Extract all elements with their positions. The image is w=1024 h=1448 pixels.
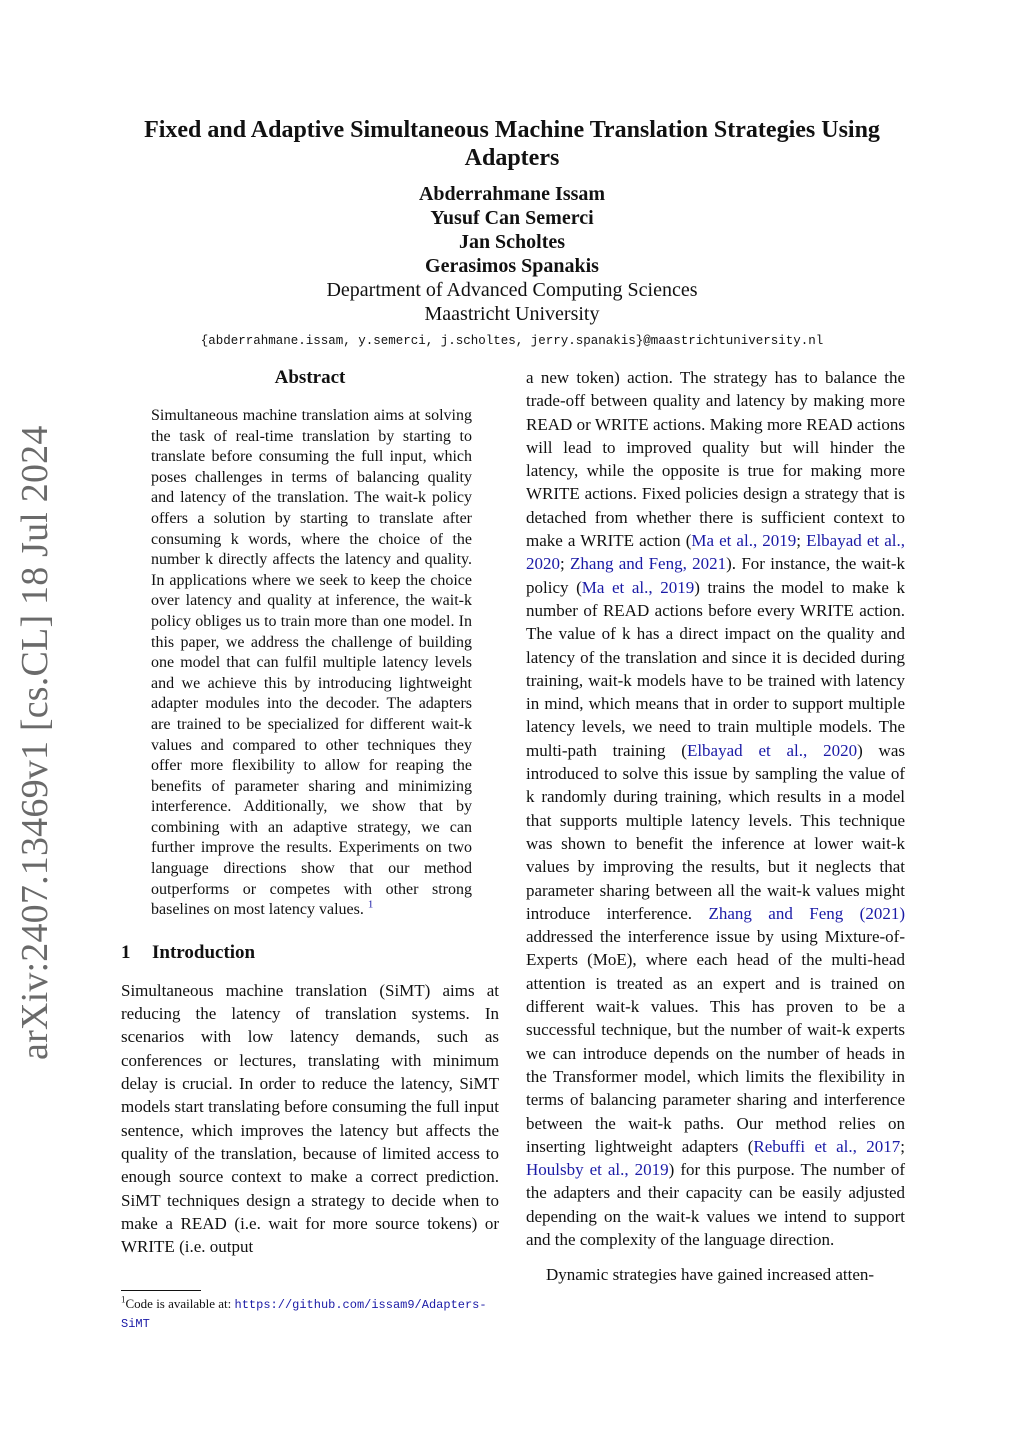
text-run: ). For instance, the wait-k policy (	[526, 554, 905, 597]
text-run: ) trains the model to make k number of READ actions before every WRITE action. The value of k has a direct impact on the quality and latency of the translation and since it is decided during training, wait-k models have to be trained with latency in mind, which means that in order to support multiple latency levels, we need to train multiple models. The multi-path training (	[526, 577, 906, 760]
author-name: Yusuf Can Semerci	[430, 207, 594, 229]
author-emails: {abderrahmane.issam, y.semerci, j.scholtes, jerry.spanakis}@maastrichtuniversity.nl	[200, 334, 824, 348]
footnote-divider	[121, 1290, 201, 1291]
citation-link[interactable]: Elbayad et al., 2020	[686, 740, 858, 760]
abstract-heading: Abstract	[274, 367, 346, 388]
text-run: ) for this purpose. The number of the adapters and their capacity can be easily adjusted depending on the wait-k values we intend to support and the complexity of the language direction.	[526, 1160, 905, 1249]
department: Department of Advanced Computing Sciences	[326, 279, 698, 301]
intro-paragraph-continued	[526, 366, 905, 1251]
citation-year-link[interactable]: (2021)	[843, 903, 905, 923]
right-column	[526, 366, 905, 1287]
abstract-text	[151, 406, 472, 921]
footnote	[121, 1295, 501, 1333]
code-repository-link[interactable]: https://github.com/issam9/Adapters-SiMT	[121, 1298, 487, 1331]
intro-paragraph: Simultaneous machine translation (SiMT) aims at reducing the latency of translation systems. In scenarios with low latency demands, such as conferences or lectures, translating with minimum delay is crucial. In order to reduce the latency, SiMT models start translating before consuming the full input sentence, which improves the latency but affects the quality of the translation, because of limited access to enough source context to make a correct prediction. SiMT techniques design a strategy to decide when to make a READ (i.e. wait for more source tokens) or WRITE (i.e. output	[121, 980, 499, 1257]
author-block	[110, 182, 914, 350]
text-run: ;	[796, 531, 807, 551]
abstract-body: Simultaneous machine translation aims at solving the task of real-time translation by starting to translate before consuming the full input, which poses challenges in terms of balancing quality and latency of the translation. The wait-k policy offers a solution by starting to translate after consuming k words, where the choice of the number k directly affects the latency and quality. In applications where we seek to keep the choice over latency and quality at inference, the wait-k policy obliges us to train more than one model. In this paper, we address the challenge of building one model that can fulfil multiple latency levels and we achieve this by introducing lightweight adapter modules into the decoder. The adapters are trained to be specialized for different wait-k values and compared to other techniques they offer more flexibility to allow for reaping the benefits of parameter sharing and minimizing interference. Additionally, we show that by combining with an adaptive strategy, we can further improve the results. Experiments on two language directions show that our method outperforms or competes with other strong baselines on most latency values.	[151, 407, 472, 919]
section-heading	[121, 941, 499, 965]
text-run: a new token) action. The strategy has to balance the trade-off between quality and latency by making more READ or WRITE actions. Making more READ actions will lead to improved quality but will hinder the latency, while the opposite is true for making more WRITE actions. Fixed policies design a strategy that is detached from whether there is sufficient context to make a WRITE action (	[526, 368, 905, 551]
text-run: ;	[900, 1136, 905, 1156]
citation-link[interactable]: Rebuffi et al., 2017	[753, 1136, 901, 1156]
arxiv-identifier-stamp: arXiv:2407.13469v1 [cs.CL] 18 Jul 2024	[14, 425, 56, 1060]
citation-link[interactable]: Houlsby et al., 2019	[526, 1160, 669, 1180]
left-column	[121, 366, 499, 1258]
paragraph-dynamic-strategies: Dynamic strategies have gained increased atten-	[546, 1265, 875, 1285]
citation-link[interactable]: Ma et al., 2019	[691, 531, 797, 551]
university: Maastricht University	[424, 303, 600, 325]
footnote-number: 1	[121, 1294, 126, 1305]
footnote-text: Code is available at:	[125, 1296, 235, 1311]
section-number: 1	[121, 941, 131, 963]
section-title: Introduction	[152, 941, 256, 963]
text-run: addressed the interference issue by using Mixture-of-Experts (MoE), where each head of the multi-head attention is treated as an expert and is trained on different wait-k values. This has proven to be a successful technique, but the number of wait-k experts we can introduce depends on the number of heads in the Transformer model, which limits the flexibility in terms of balancing parameter sharing and interference between the wait-k paths. Our method relies on inserting lightweight adapters (	[526, 927, 905, 1156]
footnote-marker[interactable]: 1	[367, 898, 374, 911]
text-run: ;	[560, 554, 571, 574]
author-name: Gerasimos Spanakis	[425, 255, 599, 277]
text-run: ) was introduced to solve this issue by sampling the value of k randomly during training, which results in a model that supports multiple latency levels. This technique was shown to benefit the inference at lower wait-k values by improving the results, but it neglects that parameter sharing between all the wait-k values might introduce interference.	[526, 740, 905, 923]
paper-title: Fixed and Adaptive Simultaneous Machine Translation Strategies Using Adapters	[144, 117, 880, 171]
citation-link[interactable]: Elbayad et al., 2020	[526, 531, 905, 574]
citation-link[interactable]: Ma et al., 2019	[581, 577, 695, 597]
citation-link[interactable]: Zhang and Feng	[708, 903, 844, 923]
author-name: Abderrahmane Issam	[418, 183, 606, 205]
citation-link[interactable]: Zhang and Feng, 2021	[570, 554, 727, 574]
author-name: Jan Scholtes	[458, 231, 566, 253]
